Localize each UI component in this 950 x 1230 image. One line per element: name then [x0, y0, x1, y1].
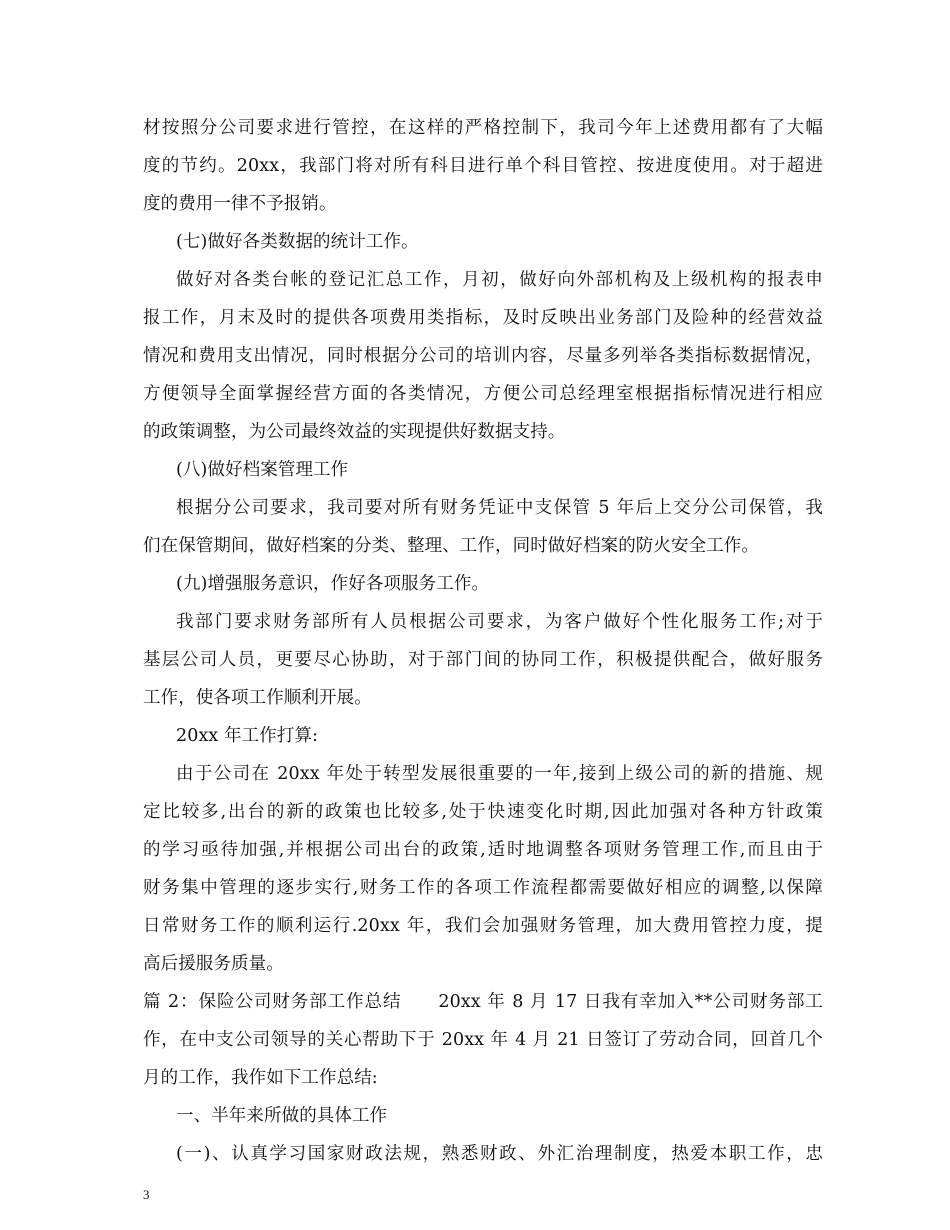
body-text-line: 的政策调整，为公司最终效益的实现提供好数据支持。	[143, 422, 566, 442]
plan-heading: 20xx 年工作打算:	[176, 726, 319, 746]
page-number: 3	[143, 1187, 150, 1202]
section-heading-7: (七)做好各类数据的统计工作。	[176, 232, 419, 252]
body-text-line: 日常财务工作的顺利运行.20xx 年，我们会加强财务管理，加大费用管控力度，提	[143, 916, 823, 936]
body-text-line: 财务集中管理的逐步实行,财务工作的各项工作流程都需要做好相应的调整,以保障	[143, 878, 823, 898]
body-text-line: 做好对各类台帐的登记汇总工作，月初，做好向外部机构及上级机构的报表申	[176, 270, 823, 290]
body-text-line: 度的节约。20xx，我部门将对所有科目进行单个科目管控、按进度使用。对于超进	[143, 156, 823, 176]
body-text-line: 基层公司人员，更要尽心协助，对于部门间的协同工作，积极提供配合，做好服务	[143, 650, 823, 670]
body-text-line: 根据分公司要求，我司要对所有财务凭证中支保管 5 年后上交分公司保管，我	[176, 498, 823, 518]
body-text-line: 高后援服务质量。	[143, 954, 284, 974]
body-text-line: 定比较多,出台的新的政策也比较多,处于快速变化时期,因此加强对各种方针政策	[143, 802, 823, 822]
body-text-line: 作，在中支公司领导的关心帮助下于 20xx 年 4 月 21 日签订了劳动合同，回首几个	[143, 1030, 823, 1050]
body-text-line: 由于公司在 20xx 年处于转型发展很重要的一年,接到上级公司的新的措施、规	[176, 764, 823, 784]
body-text-line: 我部门要求财务部所有人员根据公司要求，为客户做好个性化服务工作;对于	[176, 612, 823, 632]
body-text-line: (一)、认真学习国家财政法规，熟悉财政、外汇治理制度，热爱本职工作，忠	[176, 1144, 823, 1164]
body-text-line: 工作，使各项工作顺利开展。	[143, 688, 372, 708]
body-text-line: 报工作，月末及时的提供各项费用类指标，及时反映出业务部门及险种的经营效益	[143, 308, 823, 328]
body-text-line: 的学习亟待加强,并根据公司出台的政策,适时地调整各项财务管理工作,而且由于	[143, 840, 823, 860]
article-heading: 篇 2：保险公司财务部工作总结 20xx 年 8 月 17 日我有幸加入**公司财务部工	[143, 992, 823, 1012]
body-text-line: 度的费用一律不予报销。	[143, 194, 337, 214]
section-heading-9: (九)增强服务意识，作好各项服务工作。	[176, 574, 490, 594]
body-text-line: 月的工作，我作如下工作总结:	[143, 1068, 378, 1088]
body-text-line: 们在保管期间，做好档案的分类、整理、工作，同时做好档案的防火安全工作。	[143, 536, 759, 556]
body-text-line: 方便领导全面掌握经营方面的各类情况，方便公司总经理室根据指标情况进行相应	[143, 384, 823, 404]
body-text-line: 材按照分公司要求进行管控，在这样的严格控制下，我司今年上述费用都有了大幅	[143, 118, 823, 138]
section-heading-1: 一、半年来所做的具体工作	[176, 1106, 388, 1126]
body-text-line: 情况和费用支出情况，同时根据分公司的培训内容，尽量多列举各类指标数据情况，	[143, 346, 823, 366]
section-heading-8: (八)做好档案管理工作	[176, 460, 349, 480]
